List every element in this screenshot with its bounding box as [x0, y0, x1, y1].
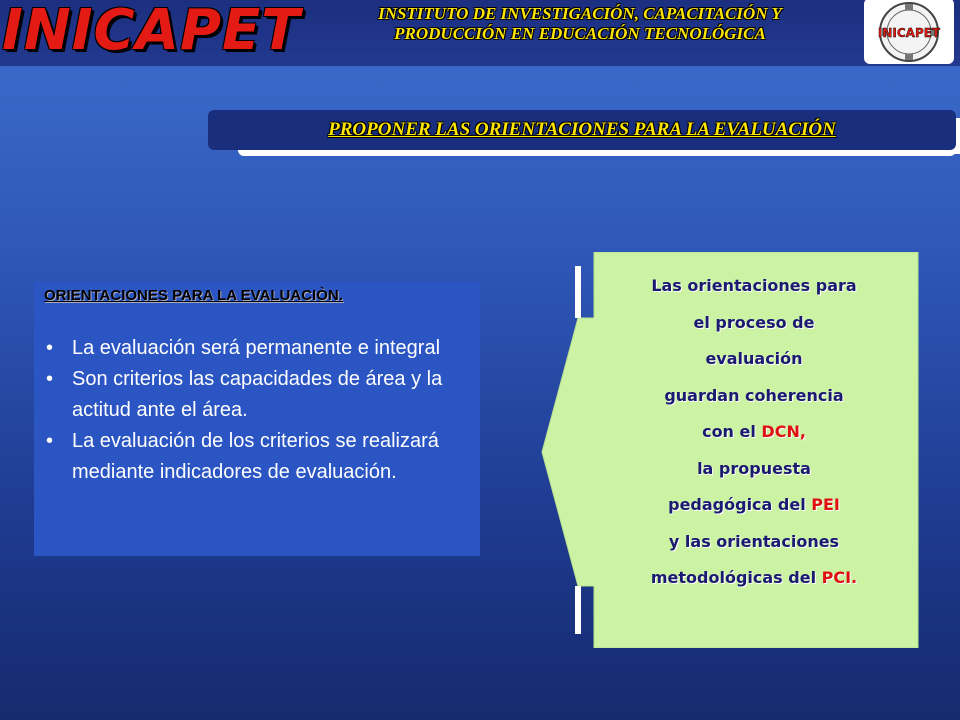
seal-text: INICAPET — [877, 26, 941, 40]
panel-heading: ORIENTACIONES PARA LA EVALUACIÒN. — [44, 287, 343, 304]
callout-text-segment: pedagógica del — [668, 495, 812, 514]
callout-text-segment: metodológicas del — [650, 568, 822, 587]
institution-title — [300, 4, 860, 44]
callout-line — [598, 487, 910, 524]
institution-seal — [864, 0, 954, 64]
callout-line — [598, 414, 910, 451]
institution-title-line2: PRODUCCIÓN EN EDUCACIÓN TECNOLÓGICA — [394, 24, 766, 43]
inicapet-logo: INICAPET — [2, 0, 301, 63]
institution-title-line1: INSTITUTO DE INVESTIGACIÓN, CAPACITACIÓN Y — [378, 4, 782, 23]
list-item: • Son criterios las capacidades de área y la actitud ante el área. — [44, 364, 476, 426]
callout-line: el proceso de — [693, 312, 815, 332]
pei-highlight: PEI — [811, 495, 840, 514]
callout-line: guardan coherencia — [664, 385, 844, 405]
callout-line: la propuesta — [697, 458, 811, 478]
callout-line — [598, 560, 910, 597]
callout-line: Las orientaciones para — [651, 276, 857, 295]
pci-highlight: PCI. — [821, 568, 858, 587]
callout-line: y las orientaciones — [668, 531, 840, 551]
list-item: • La evaluación será permanente e integral — [44, 333, 476, 364]
orientations-list — [44, 333, 476, 488]
section-title: PROPONER LAS ORIENTACIONES PARA LA EVALUACIÓN — [328, 119, 836, 140]
callout-text — [598, 268, 910, 597]
dcn-highlight: DCN, — [761, 422, 806, 441]
callout-text-segment: con el — [702, 422, 762, 441]
callout-line: evaluación — [705, 349, 803, 368]
list-item: • La evaluación de los criterios se realizará mediante indicadores de evaluación. — [44, 426, 476, 488]
